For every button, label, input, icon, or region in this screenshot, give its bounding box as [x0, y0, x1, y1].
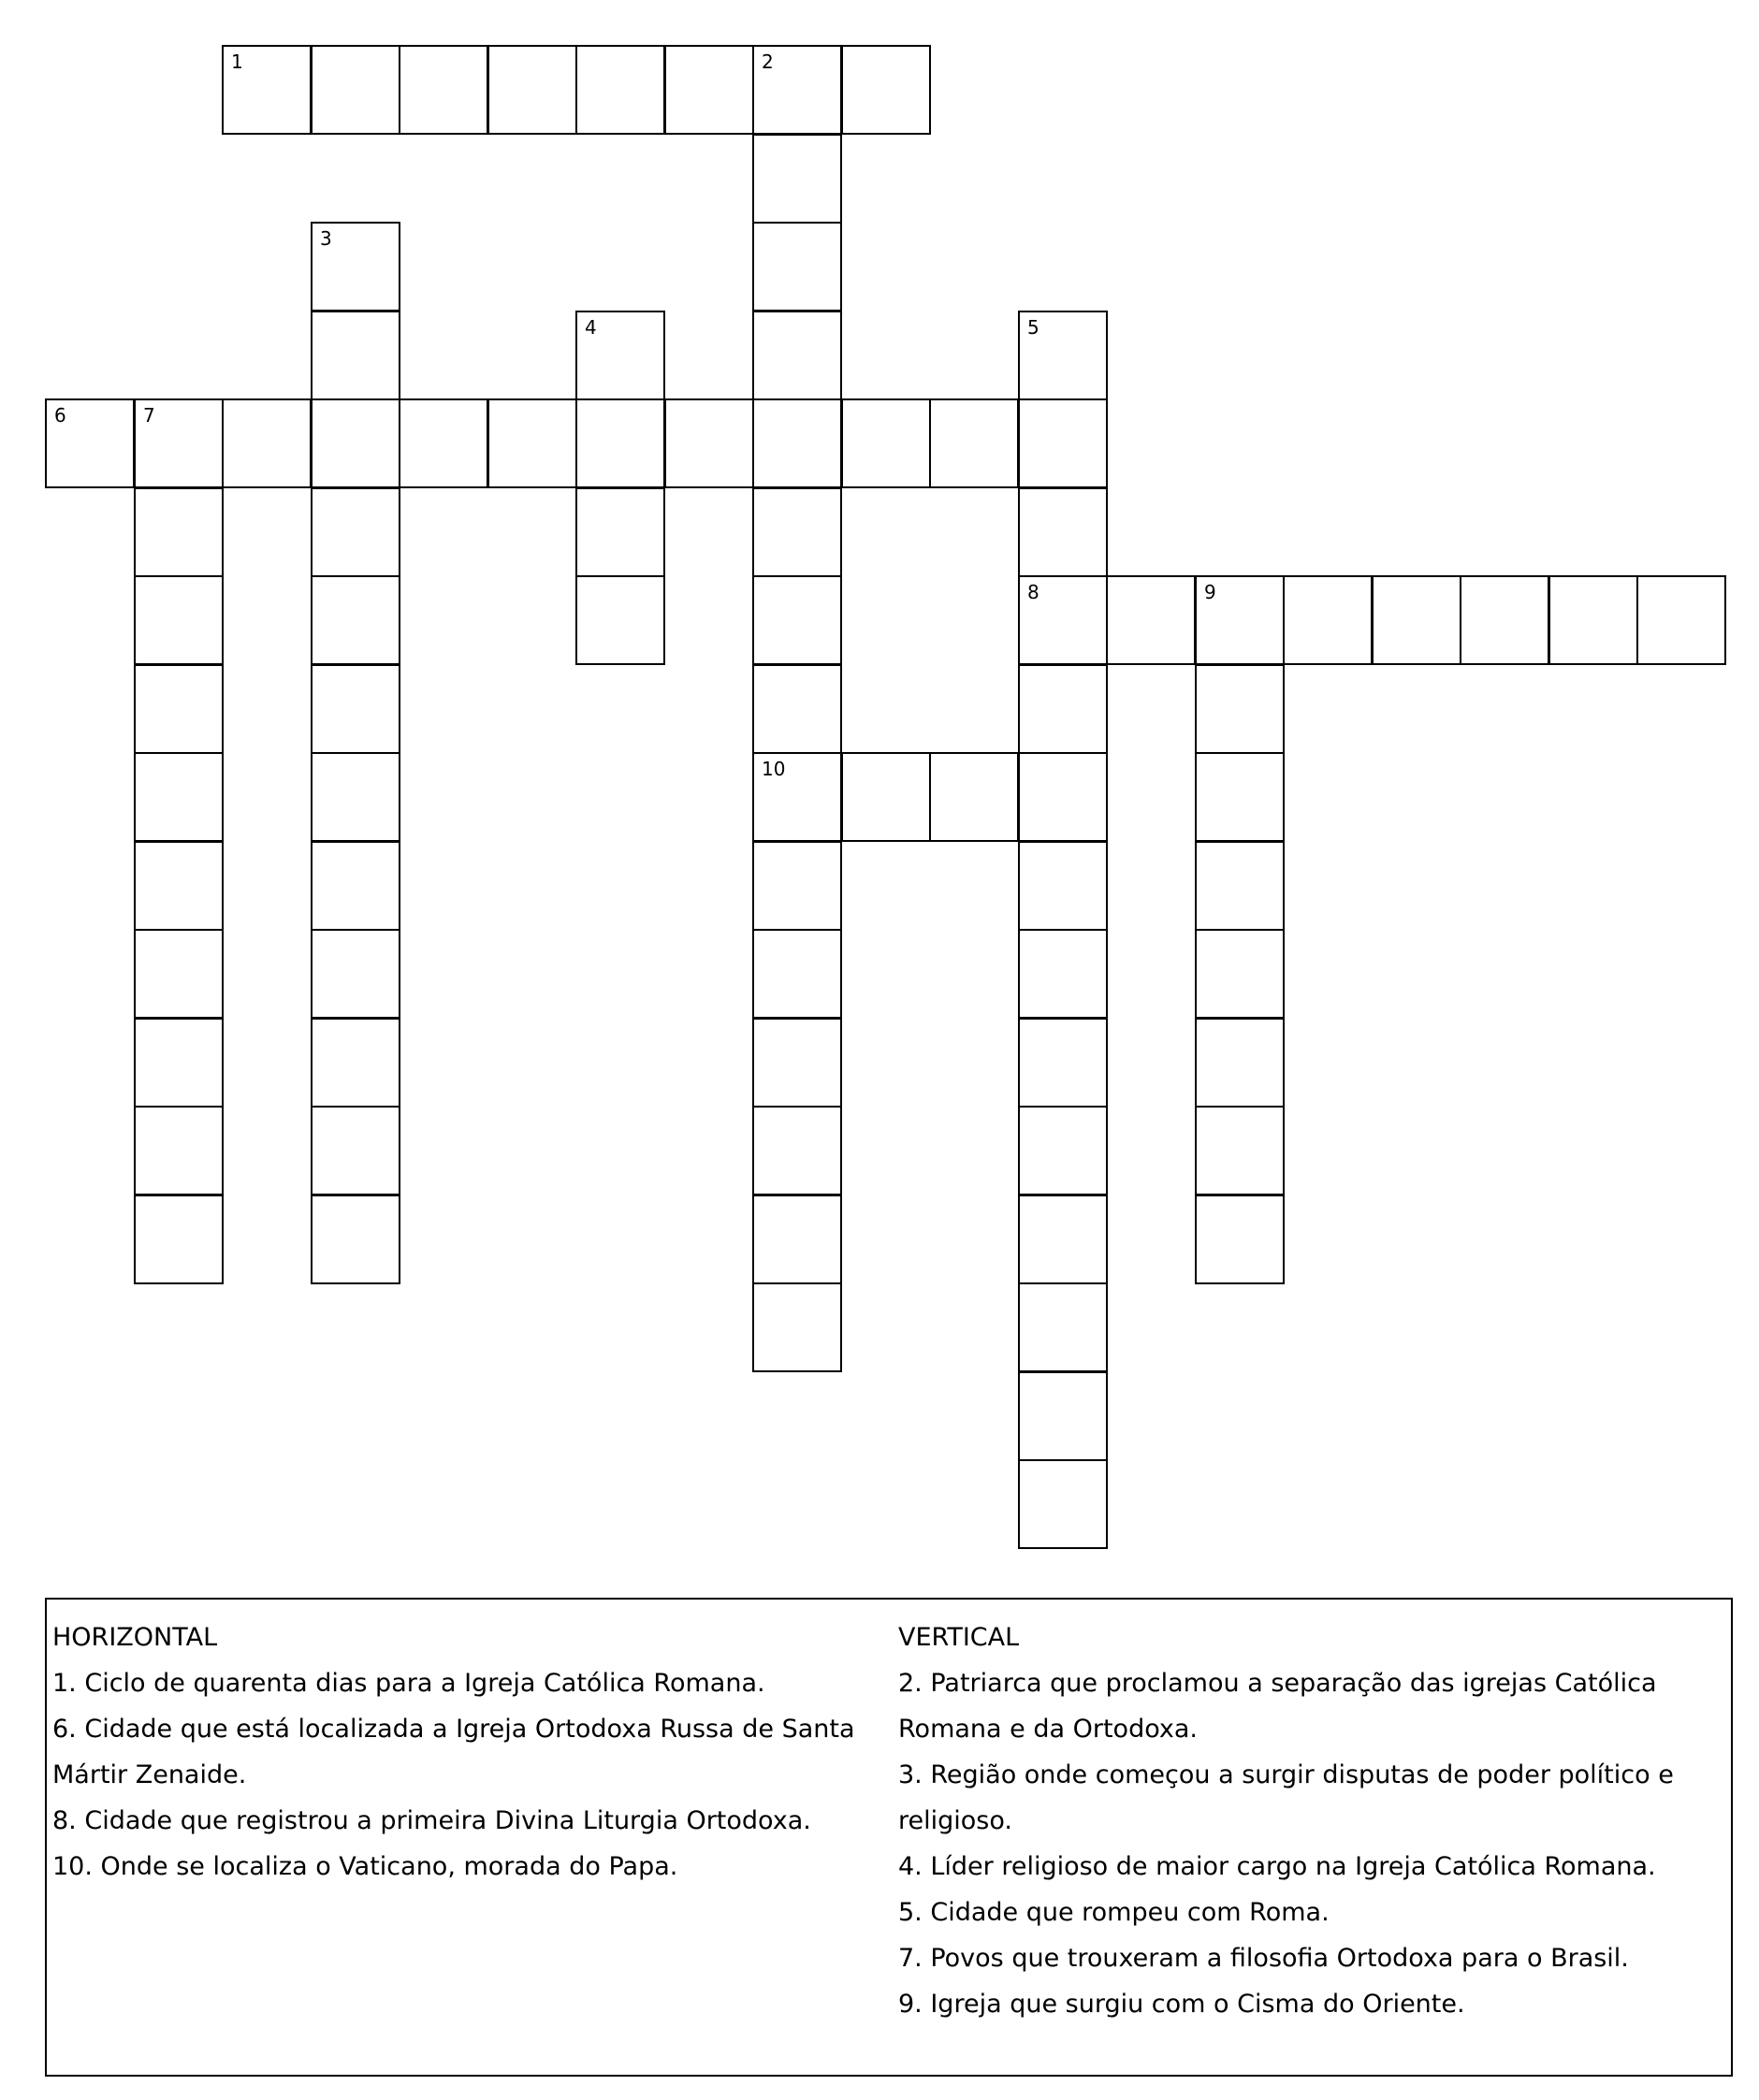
crossword-cell[interactable]: [575, 487, 665, 577]
vertical-clue: 2. Patriarca que proclamou a separação das igrejas Católica: [898, 1669, 1657, 1698]
crossword-cell[interactable]: [664, 398, 754, 488]
crossword-cell[interactable]: [487, 45, 577, 135]
crossword-cell[interactable]: [1018, 664, 1108, 754]
crossword-cell-2[interactable]: [752, 45, 842, 135]
crossword-cell[interactable]: [752, 841, 842, 931]
crossword-cell[interactable]: [752, 398, 842, 488]
crossword-cell[interactable]: [134, 1195, 224, 1284]
vertical-clue: 9. Igreja que surgiu com o Cisma do Oriente.: [898, 1990, 1465, 2019]
crossword-cell[interactable]: [134, 664, 224, 754]
crossword-cell[interactable]: [575, 45, 665, 135]
crossword-cell[interactable]: [752, 487, 842, 577]
crossword-cell-9[interactable]: [1195, 575, 1285, 665]
vertical-clue: 5. Cidade que rompeu com Roma.: [898, 1898, 1330, 1927]
crossword-cell-1[interactable]: [222, 45, 312, 135]
crossword-cell[interactable]: [1018, 1282, 1108, 1372]
crossword-cell[interactable]: [1195, 1106, 1285, 1195]
crossword-cell[interactable]: [311, 1195, 400, 1284]
vertical-clues: [898, 1615, 1722, 2027]
crossword-cell[interactable]: [1106, 575, 1196, 665]
crossword-cell[interactable]: [1018, 487, 1108, 577]
crossword-cell[interactable]: [752, 575, 842, 665]
crossword-cell[interactable]: [134, 575, 224, 665]
clue-number: 1: [231, 51, 243, 73]
crossword-cell[interactable]: [399, 45, 488, 135]
crossword-cell[interactable]: [1372, 575, 1461, 665]
clue-number: 6: [54, 404, 66, 427]
clue-number: 4: [585, 316, 597, 339]
clues-box: [45, 1598, 1733, 2077]
crossword-cell[interactable]: [752, 664, 842, 754]
crossword-cell[interactable]: [311, 1018, 400, 1108]
crossword-cell[interactable]: [929, 398, 1019, 488]
crossword-cell[interactable]: [1018, 1195, 1108, 1284]
crossword-cell[interactable]: [134, 929, 224, 1019]
crossword-cell[interactable]: [1195, 841, 1285, 931]
crossword-cell[interactable]: [664, 45, 754, 135]
vertical-heading: VERTICAL: [898, 1623, 1020, 1652]
vertical-clue: religioso.: [898, 1806, 1012, 1835]
crossword-cell[interactable]: [1018, 929, 1108, 1019]
crossword-cell[interactable]: [311, 664, 400, 754]
crossword-cell[interactable]: [752, 134, 842, 224]
crossword-cell[interactable]: [1195, 752, 1285, 842]
crossword-cell[interactable]: [752, 929, 842, 1019]
crossword-cell[interactable]: [1636, 575, 1726, 665]
crossword-cell[interactable]: [134, 752, 224, 842]
crossword-cell[interactable]: [134, 487, 224, 577]
vertical-clue: 4. Líder religioso de maior cargo na Igreja Católica Romana.: [898, 1852, 1656, 1881]
crossword-cell[interactable]: [752, 311, 842, 400]
crossword-cell[interactable]: [1195, 664, 1285, 754]
crossword-cell[interactable]: [311, 45, 400, 135]
crossword-cell[interactable]: [752, 1282, 842, 1372]
horizontal-clues: [52, 1615, 885, 1890]
crossword-cell[interactable]: [311, 752, 400, 842]
crossword-cell[interactable]: [1195, 1195, 1285, 1284]
clue-number: 7: [143, 404, 155, 427]
horizontal-heading: HORIZONTAL: [52, 1623, 218, 1652]
crossword-cell[interactable]: [841, 752, 931, 842]
crossword-cell[interactable]: [752, 1018, 842, 1108]
crossword-cell[interactable]: [311, 311, 400, 400]
clue-number: 9: [1204, 581, 1216, 603]
crossword-cell[interactable]: [929, 752, 1019, 842]
crossword-cell-3[interactable]: [311, 222, 400, 311]
crossword-cell[interactable]: [841, 398, 931, 488]
crossword-cell-6[interactable]: [45, 398, 135, 488]
crossword-cell[interactable]: [752, 222, 842, 311]
crossword-cell[interactable]: [134, 1018, 224, 1108]
crossword-cell[interactable]: [1018, 1459, 1108, 1549]
crossword-cell[interactable]: [575, 575, 665, 665]
crossword-cell-5[interactable]: [1018, 311, 1108, 400]
crossword-cell-10[interactable]: [752, 752, 842, 842]
horizontal-clue: Mártir Zenaide.: [52, 1760, 247, 1789]
crossword-cell[interactable]: [1018, 1371, 1108, 1461]
clue-number: 3: [320, 227, 332, 250]
clue-number: 2: [762, 51, 774, 73]
crossword-cell[interactable]: [311, 929, 400, 1019]
crossword-cell[interactable]: [134, 1106, 224, 1195]
crossword-cell[interactable]: [1018, 841, 1108, 931]
crossword-cell[interactable]: [311, 575, 400, 665]
horizontal-clue: 1. Ciclo de quarenta dias para a Igreja Católica Romana.: [52, 1669, 765, 1698]
crossword-cell[interactable]: [311, 398, 400, 488]
crossword-cell[interactable]: [1460, 575, 1549, 665]
crossword-cell[interactable]: [311, 1106, 400, 1195]
vertical-clue: 3. Região onde começou a surgir disputas de poder político e: [898, 1760, 1674, 1789]
crossword-cell[interactable]: [311, 487, 400, 577]
crossword-cell[interactable]: [1018, 752, 1108, 842]
crossword-cell-4[interactable]: [575, 311, 665, 400]
crossword-cell-7[interactable]: [134, 398, 224, 488]
horizontal-clue: 8. Cidade que registrou a primeira Divina Liturgia Ortodoxa.: [52, 1806, 811, 1835]
crossword-cell[interactable]: [487, 398, 577, 488]
crossword-cell-8[interactable]: [1018, 575, 1108, 665]
crossword-cell[interactable]: [1195, 1018, 1285, 1108]
crossword-cell[interactable]: [1283, 575, 1373, 665]
clue-number: 5: [1027, 316, 1039, 339]
crossword-cell[interactable]: [752, 1195, 842, 1284]
vertical-clue: Romana e da Ortodoxa.: [898, 1715, 1199, 1744]
crossword-cell[interactable]: [575, 398, 665, 488]
crossword-cell[interactable]: [1018, 1106, 1108, 1195]
crossword-cell[interactable]: [1195, 929, 1285, 1019]
crossword-cell[interactable]: [1548, 575, 1638, 665]
crossword-cell[interactable]: [222, 398, 312, 488]
crossword-cell[interactable]: [134, 841, 224, 931]
clue-number: 10: [762, 758, 786, 780]
crossword-cell[interactable]: [311, 841, 400, 931]
vertical-clue: 7. Povos que trouxeram a filosofia Ortodoxa para o Brasil.: [898, 1944, 1629, 1973]
crossword-cell[interactable]: [1018, 398, 1108, 488]
crossword-cell[interactable]: [841, 45, 931, 135]
clue-number: 8: [1027, 581, 1039, 603]
crossword-cell[interactable]: [399, 398, 488, 488]
horizontal-clue: 6. Cidade que está localizada a Igreja Ortodoxa Russa de Santa: [52, 1715, 855, 1744]
crossword-cell[interactable]: [1018, 1018, 1108, 1108]
horizontal-clue: 10. Onde se localiza o Vaticano, morada do Papa.: [52, 1852, 678, 1881]
crossword-cell[interactable]: [752, 1106, 842, 1195]
